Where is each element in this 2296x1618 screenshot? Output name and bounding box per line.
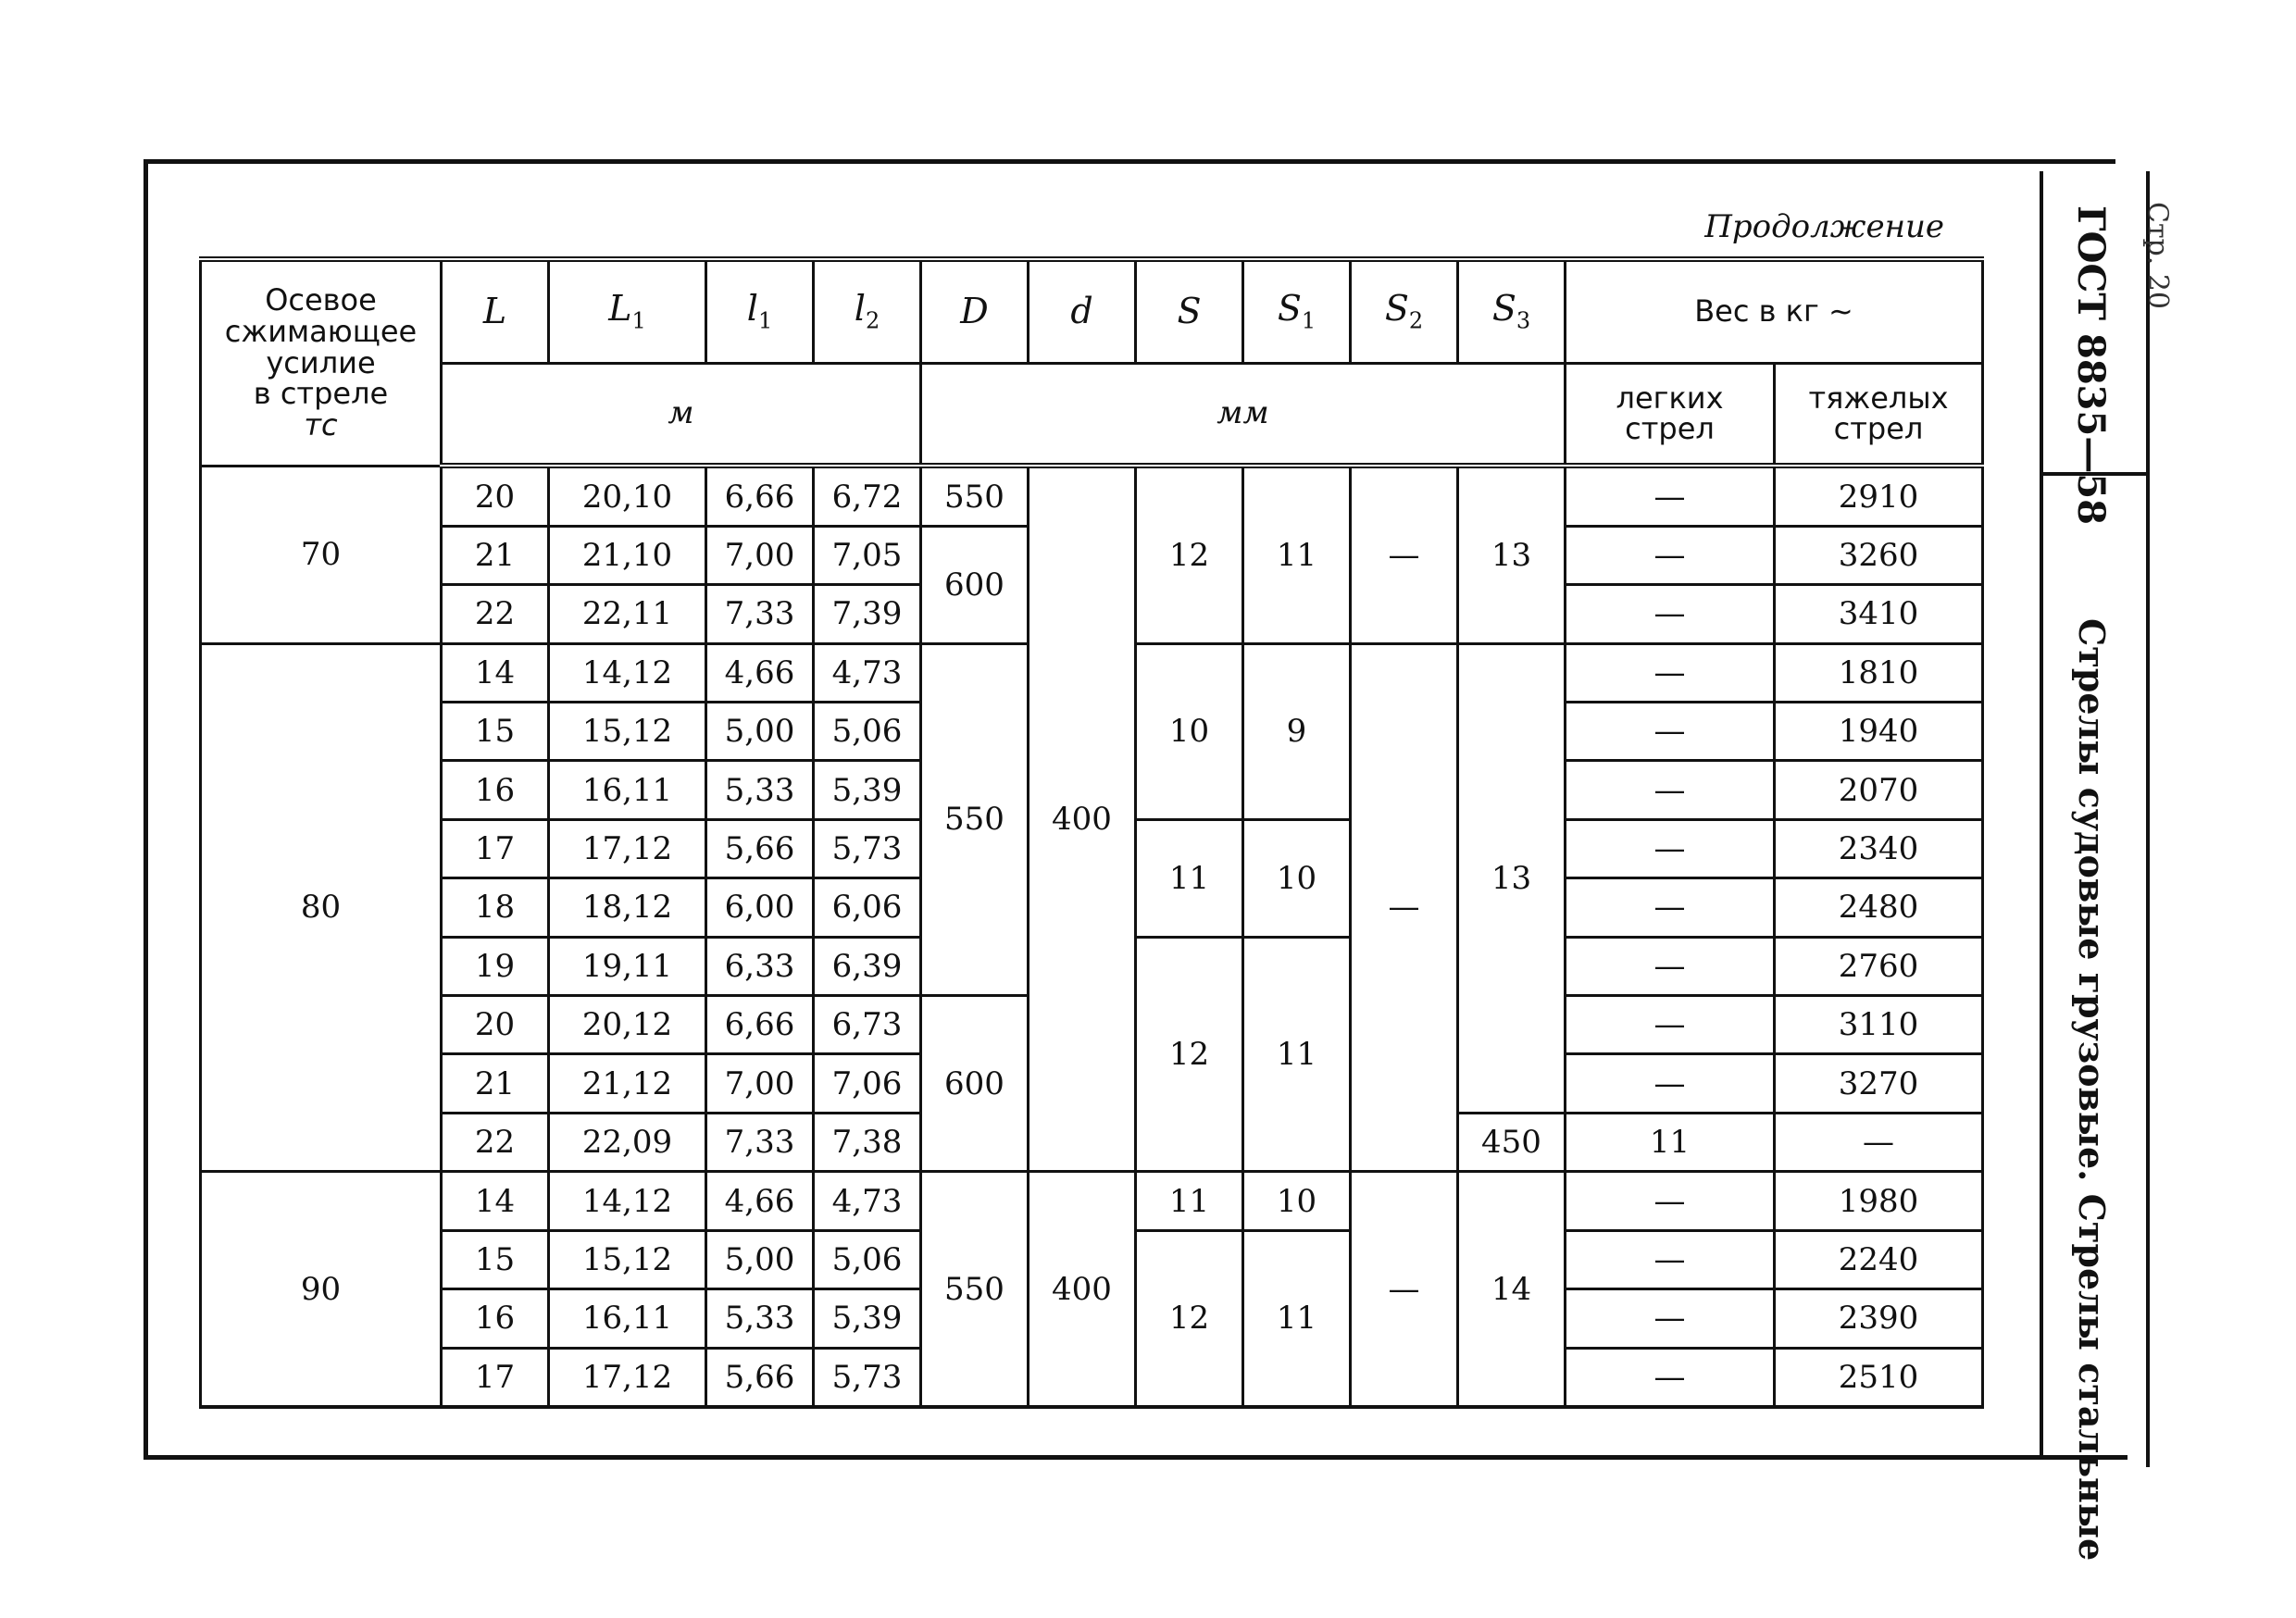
cell-S: 12 <box>1136 466 1243 643</box>
header-heavy-booms: тяжелых стрел <box>1775 364 1983 467</box>
header-L: L <box>442 259 549 364</box>
cell-L1: 22,09 <box>549 1113 706 1171</box>
cell-L1: 16,11 <box>549 1289 706 1348</box>
cell-L: 19 <box>442 937 549 995</box>
cell-heavy: 3110 <box>1775 996 1983 1054</box>
cell-S1: 11 <box>1243 937 1351 1172</box>
cell-L1: 21,10 <box>549 526 706 584</box>
cell-L: 16 <box>442 1289 549 1348</box>
cell-light: — <box>1566 1348 1775 1407</box>
cell-heavy: 2480 <box>1775 878 1983 937</box>
force-cell: 80 <box>201 643 442 1172</box>
cell-l2: 7,39 <box>814 585 921 643</box>
cell-l2: 5,06 <box>814 1230 921 1288</box>
cell-S: 12 <box>1136 1230 1243 1407</box>
cell-heavy: 2390 <box>1775 1289 1983 1348</box>
force-cell: 90 <box>201 1172 442 1407</box>
document-side-title: Стрелы судовые грузовые. Стрелы стальные <box>2071 618 2113 1562</box>
cell-S2: — <box>1351 1172 1458 1407</box>
header-l2: $l_2$ <box>814 259 921 364</box>
cell-S3: 14 <box>1458 1172 1566 1407</box>
cell-l1: 5,66 <box>706 819 814 877</box>
cell-light: — <box>1566 878 1775 937</box>
header-L1: $L_1$ <box>549 259 706 364</box>
cell-light: — <box>1566 1289 1775 1348</box>
cell-l2: 7,06 <box>814 1054 921 1113</box>
cell-l1: 7,33 <box>706 1113 814 1171</box>
cell-heavy: 2070 <box>1775 761 1983 819</box>
cell-S2: — <box>1351 643 1458 1172</box>
cell-l1: 5,33 <box>706 761 814 819</box>
cell-l1: 6,00 <box>706 878 814 937</box>
continuation-label: Продолжение <box>1704 208 1944 245</box>
cell-light: — <box>1566 466 1775 526</box>
header-l1: $l_1$ <box>706 259 814 364</box>
cell-light: — <box>1566 703 1775 761</box>
cell-heavy: 1980 <box>1775 1172 1983 1230</box>
header-light-booms: легких стрел <box>1566 364 1775 467</box>
cell-light: — <box>1566 1230 1775 1288</box>
cell-D: 600 <box>921 526 1029 643</box>
cell-L: 16 <box>442 761 549 819</box>
header-force-line1: Осевое <box>265 282 377 318</box>
cell-L1: 18,12 <box>549 878 706 937</box>
cell-S: 11 <box>1136 819 1243 937</box>
header-weight: Вес в кг ~ <box>1566 259 1983 364</box>
cell-L1: 14,12 <box>549 1172 706 1230</box>
cell-S3: 13 <box>1458 643 1566 1113</box>
cell-L: 15 <box>442 703 549 761</box>
cell-l1: 5,00 <box>706 703 814 761</box>
cell-S: 10 <box>1136 643 1243 819</box>
header-S2: $S_2$ <box>1351 259 1458 364</box>
cell-light: — <box>1566 585 1775 643</box>
cell-d: 400 <box>1029 466 1136 1171</box>
page-number: Стр. 20 <box>2141 202 2174 310</box>
cell-heavy: 3260 <box>1775 526 1983 584</box>
header-unit-mm: мм <box>921 364 1566 467</box>
cell-heavy: 2510 <box>1775 1348 1983 1407</box>
cell-S1: 11 <box>1243 1230 1351 1407</box>
header-axial-force <box>201 259 442 466</box>
frame-top-rule <box>144 159 2115 164</box>
frame-right-outer-rule <box>2146 171 2150 1467</box>
cell-heavy: 2340 <box>1775 819 1983 877</box>
cell-heavy: 2240 <box>1775 1230 1983 1288</box>
cell-S3: 13 <box>1458 466 1566 643</box>
cell-l1: 6,66 <box>706 466 814 526</box>
header-D: D <box>921 259 1029 364</box>
cell-L: 18 <box>442 878 549 937</box>
header-force-line3: усилие <box>266 344 376 380</box>
cell-d: 400 <box>1029 1172 1136 1407</box>
header-S3: $S_3$ <box>1458 259 1566 364</box>
cell-l1: 4,66 <box>706 1172 814 1230</box>
cell-S1: 10 <box>1243 1172 1351 1230</box>
cell-L: 20 <box>442 466 549 526</box>
cell-L: 20 <box>442 996 549 1054</box>
frame-bottom-rule <box>146 1455 2128 1460</box>
table-row <box>201 1172 1983 1230</box>
cell-l2: 7,38 <box>814 1113 921 1171</box>
cell-heavy: 3410 <box>1775 585 1983 643</box>
cell-L: 14 <box>442 643 549 702</box>
cell-l2: 4,73 <box>814 1172 921 1230</box>
cell-l2: 6,72 <box>814 466 921 526</box>
cell-S2: — <box>1351 466 1458 643</box>
cell-l2: 5,39 <box>814 1289 921 1348</box>
cell-l1: 5,00 <box>706 1230 814 1288</box>
boom-dimensions-table <box>199 256 1984 1409</box>
cell-L1: 21,12 <box>549 1054 706 1113</box>
cell-S1: 10 <box>1243 819 1351 937</box>
cell-light: — <box>1566 937 1775 995</box>
header-unit-m: м <box>442 364 921 467</box>
cell-l2: 4,73 <box>814 643 921 702</box>
header-S1: $S_1$ <box>1243 259 1351 364</box>
cell-l1: 7,00 <box>706 526 814 584</box>
cell-L1: 20,10 <box>549 466 706 526</box>
cell-l2: 5,73 <box>814 819 921 877</box>
cell-L: 15 <box>442 1230 549 1288</box>
header-d: d <box>1029 259 1136 364</box>
cell-l1: 5,33 <box>706 1289 814 1348</box>
cell-L: 17 <box>442 819 549 877</box>
cell-light: — <box>1566 643 1775 702</box>
cell-L1: 22,11 <box>549 585 706 643</box>
cell-l2: 6,39 <box>814 937 921 995</box>
cell-l2: 5,39 <box>814 761 921 819</box>
cell-D: 550 <box>921 466 1029 526</box>
cell-S: 11 <box>1136 1172 1243 1230</box>
header-S: S <box>1136 259 1243 364</box>
cell-l2: 5,73 <box>814 1348 921 1407</box>
cell-light: — <box>1566 761 1775 819</box>
cell-l2: 6,73 <box>814 996 921 1054</box>
cell-l2: 6,06 <box>814 878 921 937</box>
table-row <box>201 466 1983 526</box>
cell-L1: 15,12 <box>549 1230 706 1288</box>
cell-light: — <box>1566 1172 1775 1230</box>
cell-L: 22 <box>442 1113 549 1171</box>
cell-L: 21 <box>442 526 549 584</box>
cell-l1: 6,66 <box>706 996 814 1054</box>
header-force-unit: тс <box>304 406 338 442</box>
cell-l1: 7,00 <box>706 1054 814 1113</box>
cell-heavy: 1940 <box>1775 703 1983 761</box>
cell-light: — <box>1566 996 1775 1054</box>
cell-d: 450 <box>1458 1113 1566 1171</box>
cell-heavy: 2910 <box>1775 466 1983 526</box>
header-force-line4: в стреле <box>253 376 389 412</box>
cell-l1: 7,33 <box>706 585 814 643</box>
frame-right-inner-rule <box>2040 171 2043 1458</box>
cell-L1: 14,12 <box>549 643 706 702</box>
cell-light: — <box>1566 526 1775 584</box>
cell-L1: 17,12 <box>549 1348 706 1407</box>
force-cell: 70 <box>201 466 442 643</box>
header-force-line2: сжимающее <box>224 314 418 350</box>
cell-l1: 5,66 <box>706 1348 814 1407</box>
cell-L: 22 <box>442 585 549 643</box>
cell-heavy: 3270 <box>1775 1054 1983 1113</box>
cell-l1: 4,66 <box>706 643 814 702</box>
cell-D: 550 <box>921 1172 1029 1407</box>
cell-L1: 15,12 <box>549 703 706 761</box>
gost-number: ГОСТ 8835—58 <box>2069 205 2113 525</box>
cell-L1: 19,11 <box>549 937 706 995</box>
cell-S: 12 <box>1136 937 1243 1172</box>
cell-heavy: 1810 <box>1775 643 1983 702</box>
cell-S3: 11 <box>1566 1113 1775 1171</box>
cell-l2: 7,05 <box>814 526 921 584</box>
cell-D: 600 <box>921 996 1029 1172</box>
cell-S1: 11 <box>1243 466 1351 643</box>
cell-light: — <box>1566 1054 1775 1113</box>
cell-light: — <box>1566 819 1775 877</box>
frame-left-rule <box>144 159 148 1460</box>
cell-L: 14 <box>442 1172 549 1230</box>
cell-L1: 17,12 <box>549 819 706 877</box>
cell-l2: 5,06 <box>814 703 921 761</box>
cell-heavy: 2760 <box>1775 937 1983 995</box>
cell-light: — <box>1775 1113 1983 1171</box>
cell-l1: 6,33 <box>706 937 814 995</box>
cell-S1: 9 <box>1243 643 1351 819</box>
cell-L1: 20,12 <box>549 996 706 1054</box>
cell-L: 17 <box>442 1348 549 1407</box>
cell-D: 550 <box>921 643 1029 995</box>
cell-L1: 16,11 <box>549 761 706 819</box>
cell-L: 21 <box>442 1054 549 1113</box>
